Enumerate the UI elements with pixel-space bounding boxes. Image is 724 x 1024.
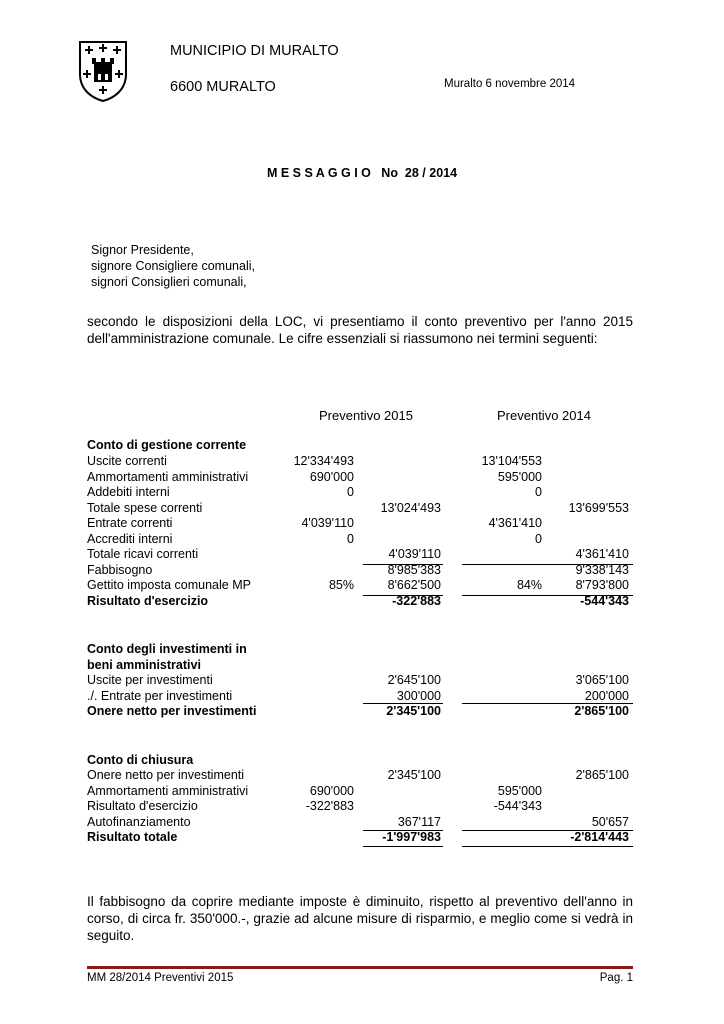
- row-value: -322'883: [305, 799, 354, 813]
- row-label: Onere netto per investimenti: [87, 704, 257, 718]
- table-row: [87, 689, 633, 705]
- row-value: 9'338'143: [575, 562, 629, 577]
- row-label: Totale spese correnti: [87, 500, 203, 515]
- salutation-2: signore Consigliere comunali,: [91, 259, 255, 273]
- rule: [363, 846, 443, 847]
- table-row: [87, 470, 633, 486]
- row-value: -1'997'983: [382, 830, 441, 844]
- row-value: 13'699'553: [568, 500, 629, 515]
- row-label: ./. Entrate per investimenti: [87, 688, 233, 703]
- rule: [363, 564, 443, 565]
- row-value: 8'662'500: [387, 578, 441, 592]
- rule: [462, 846, 633, 847]
- table-row: [87, 784, 633, 800]
- salutation-3: signori Consiglieri comunali,: [91, 275, 247, 289]
- row-value: 13'024'493: [380, 500, 441, 515]
- row-value: 690'000: [309, 783, 354, 798]
- row-value: -544'343: [580, 593, 629, 608]
- footer-left: MM 28/2014 Preventivi 2015: [87, 972, 234, 984]
- closing-paragraph: Il fabbisogno da coprire mediante imposte è diminuito, rispetto al preventivo dell'anno in corso, di circa fr. 350'000.-, grazie ad alcune misure di risparmio, e meglio come si vedrà in seguito.: [87, 894, 633, 943]
- row-label: Fabbisogno: [87, 562, 153, 577]
- row-value: 12'334'493: [293, 454, 354, 468]
- table-row: [87, 673, 633, 689]
- row-value: -2'814'443: [570, 830, 629, 844]
- coat-of-arms-icon: [78, 40, 128, 102]
- column-header-2014: Preventivo 2014: [497, 408, 591, 423]
- row-value: 4'039'110: [301, 516, 354, 530]
- postal-address: 6600 MURALTO: [170, 79, 276, 95]
- table-row: [87, 454, 633, 470]
- row-value: 2'645'100: [387, 673, 441, 687]
- row-label: Onere netto per investimenti: [87, 768, 245, 782]
- row-label: Risultato totale: [87, 830, 178, 844]
- rule: [363, 830, 443, 831]
- row-label: Accrediti interni: [87, 531, 173, 546]
- row-value: 200'000: [584, 688, 629, 703]
- row-value: 2'345'100: [386, 704, 441, 718]
- row-value: 595'000: [497, 469, 542, 484]
- table-row: [87, 704, 633, 720]
- salutation-1: Signor Presidente,: [91, 243, 194, 257]
- row-value: 85%: [328, 578, 354, 592]
- row-value: 595'000: [497, 783, 542, 798]
- row-value: 4'361'410: [575, 547, 629, 561]
- row-value: 4'039'110: [388, 547, 441, 561]
- table-row: [87, 485, 633, 501]
- table-row: [87, 501, 633, 517]
- table-row: [87, 799, 633, 815]
- table-row: [87, 768, 633, 784]
- row-value: 84%: [516, 578, 542, 592]
- row-label: Autofinanziamento: [87, 814, 191, 829]
- rule: [462, 595, 633, 596]
- row-value: 300'000: [396, 688, 441, 703]
- page-number: Pag. 1: [599, 972, 633, 984]
- rule: [462, 703, 633, 704]
- row-label: Entrate correnti: [87, 516, 173, 530]
- row-value: 0: [535, 485, 542, 499]
- table-row: [87, 547, 633, 563]
- column-header-2015: Preventivo 2015: [319, 408, 413, 423]
- row-value: 50'657: [591, 814, 629, 829]
- section-title-chiusura: Conto di chiusura: [87, 753, 194, 767]
- section-title-gestione: Conto di gestione corrente: [87, 438, 247, 452]
- row-label: Addebiti interni: [87, 485, 170, 499]
- row-value: 367'117: [397, 814, 441, 829]
- row-value: -322'883: [392, 593, 441, 608]
- table-row: [87, 830, 633, 846]
- row-value: 13'104'553: [481, 454, 542, 468]
- row-label: Risultato d'esercizio: [87, 593, 209, 608]
- table-row: [87, 578, 633, 594]
- document-date: Muralto 6 novembre 2014: [444, 78, 576, 90]
- row-label: Uscite per investimenti: [87, 673, 213, 687]
- municipality-name: MUNICIPIO DI MURALTO: [170, 43, 339, 59]
- row-value: 3'065'100: [575, 673, 629, 687]
- rule: [363, 703, 443, 704]
- section-title-investimenti: Conto degli investimenti in: [87, 642, 247, 656]
- section-subtitle-investimenti: beni amministrativi: [87, 658, 201, 672]
- table-row: [87, 532, 633, 548]
- row-label: Uscite correnti: [87, 454, 167, 468]
- row-value: 0: [347, 531, 354, 546]
- table-row: [87, 815, 633, 831]
- row-value: 0: [535, 531, 542, 546]
- row-label: Risultato d'esercizio: [87, 799, 198, 813]
- row-value: -544'343: [493, 799, 542, 813]
- row-label: Ammortamenti amministrativi: [87, 783, 249, 798]
- row-value: 690'000: [309, 469, 354, 484]
- row-value: 0: [347, 485, 354, 499]
- footer-rule: [87, 966, 633, 969]
- row-value: 2'345'100: [387, 768, 441, 782]
- row-value: 8'985'383: [387, 562, 441, 577]
- row-label: Ammortamenti amministrativi: [87, 469, 249, 484]
- rule: [363, 595, 443, 596]
- row-value: 4'361'410: [488, 516, 542, 530]
- rule: [462, 830, 633, 831]
- row-label: Gettito imposta comunale MP: [87, 578, 251, 592]
- rule: [462, 564, 633, 565]
- table-row: [87, 516, 633, 532]
- message-title: M E S S A G G I O No 28 / 2014: [266, 166, 458, 180]
- intro-paragraph: secondo le disposizioni della LOC, vi presentiamo il conto preventivo per l'anno 2015 dell'amministrazione comunale. Le cifre essenziali si riassumono nei termini seguenti:: [87, 314, 633, 346]
- row-value: 2'865'100: [574, 704, 629, 718]
- row-value: 8'793'800: [575, 578, 629, 592]
- row-value: 2'865'100: [575, 768, 629, 782]
- row-label: Totale ricavi correnti: [87, 547, 199, 561]
